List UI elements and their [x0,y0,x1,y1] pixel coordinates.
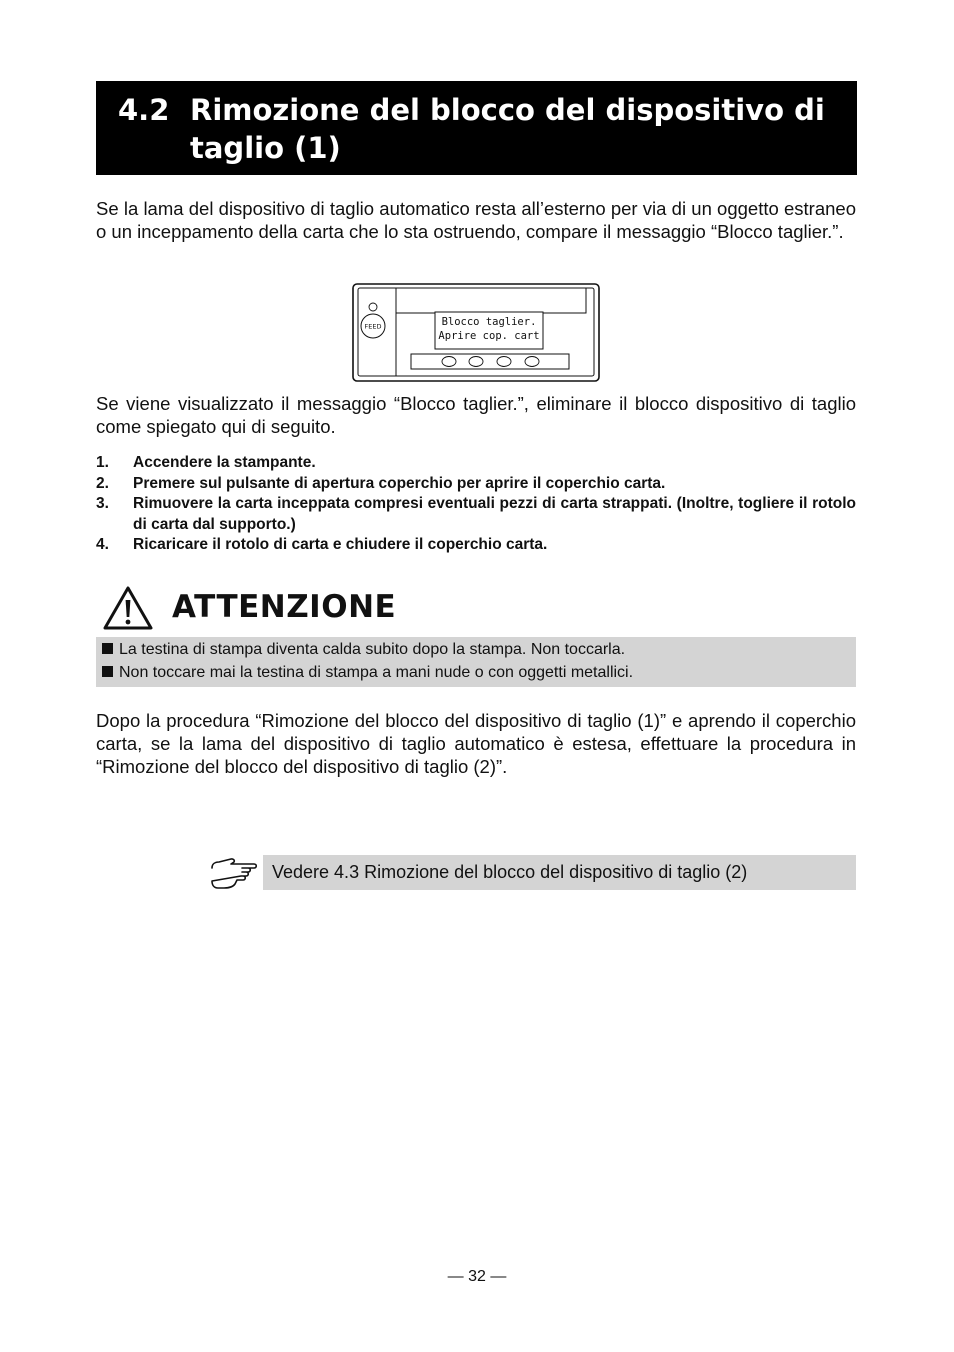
warning-box [96,637,856,687]
warning-item [102,661,856,684]
section-number: 4.2 [118,93,170,127]
square-bullet-icon [102,666,113,677]
step-text: Accendere la stampante. [133,454,316,471]
step-number: 4. [96,536,109,553]
feed-label: FEED [364,322,382,331]
section-header [96,81,857,175]
step-number: 3. [96,495,109,512]
section-title: Rimozione del blocco del dispositivo di taglio (1) [190,93,825,165]
lcd-line-2: Aprire cop. cart [438,330,540,342]
warning-item-text: Non toccare mai la testina di stampa a mani nude o con oggetti metallici. [119,664,634,681]
list-item [96,535,856,556]
list-item [96,494,856,535]
step-text: Rimuovere la carta inceppata compresi eventuali pezzi di carta strappati. (Inoltre, togliere il rotolo di carta dal supporto.) [133,495,856,533]
intro-paragraph: Se la lama del dispositivo di taglio automatico resta all’esterno per via di un oggetto estraneo o un inceppamento della carta che lo sta ostruendo, compare il messaggio “Blocco taglier.”. [96,198,856,242]
step-text: Ricaricare il rotolo di carta e chiudere il coperchio carta. [133,536,548,553]
square-bullet-icon [102,643,113,654]
reference-box [263,855,856,890]
printer-display-illustration [352,283,600,382]
step-text: Premere sul pulsante di apertura coperchio per aprire il coperchio carta. [133,474,666,492]
after-paragraph: Dopo la procedura “Rimozione del blocco del dispositivo di taglio (1)” e aprendo il coperchio carta, se la lama del dispositivo di taglio automatico è estesa, effettuare la procedura in “Rimozione del blocco del dispositivo di taglio (2)”. [96,710,856,777]
step-number: 1. [96,454,109,471]
steps-list [96,453,856,556]
warning-triangle-icon [102,585,154,631]
pointing-hand-icon [209,854,259,890]
list-item [96,474,856,495]
page-number: — 32 — [447,1268,507,1285]
lcd-line-1: Blocco taglier. [441,316,537,328]
reference-text: Vedere 4.3 Rimozione del blocco del dispositivo di taglio (2) [272,862,748,882]
warning-title: ATTENZIONE [172,589,397,625]
list-item [96,453,856,474]
step-number: 2. [96,474,109,492]
instruction-paragraph: Se viene visualizzato il messaggio “Blocco taglier.”, eliminare il blocco dispositivo di taglio come spiegato qui di seguito. [96,393,856,437]
warning-item-text: La testina di stampa diventa calda subito dopo la stampa. Non toccarla. [119,641,626,658]
warning-item [102,638,856,661]
